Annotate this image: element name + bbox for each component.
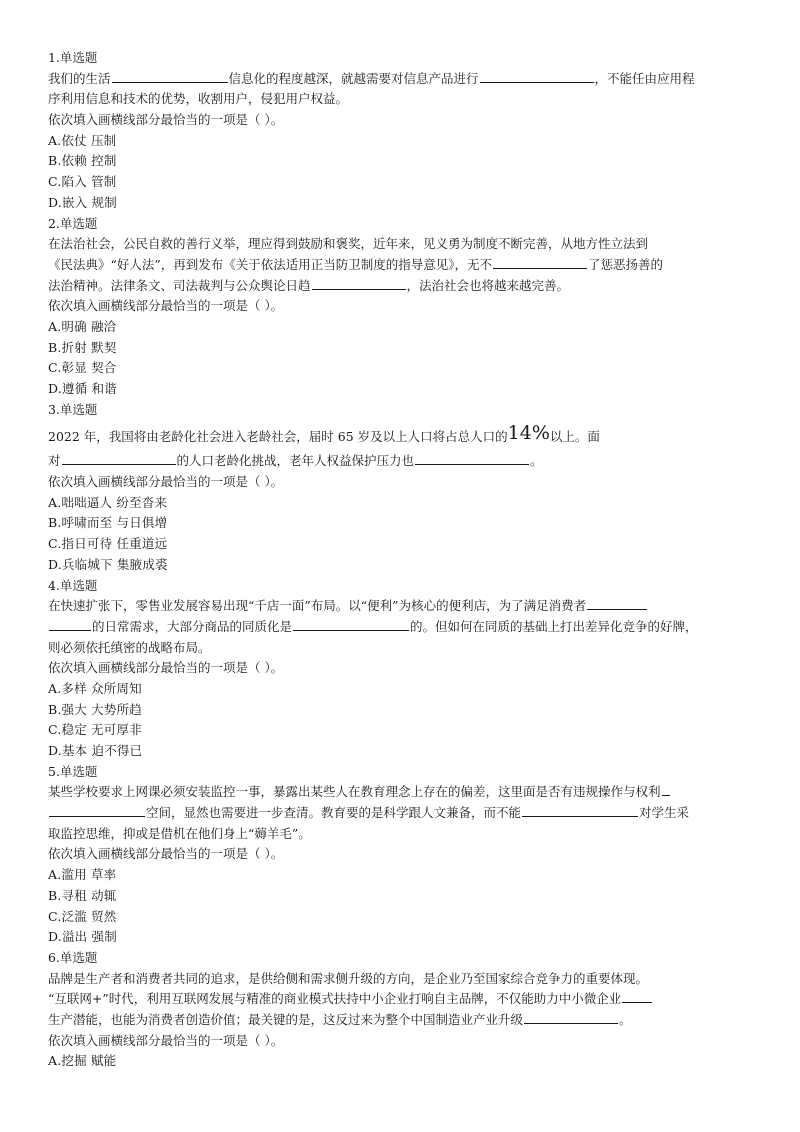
answer-blank bbox=[622, 991, 652, 1003]
question-number: 5.单选题 bbox=[48, 763, 98, 779]
question-number: 1.单选题 bbox=[48, 50, 98, 65]
answer-blank bbox=[524, 1012, 618, 1024]
question-stem-line: 《民法典》“好人法”，再到发布《关于依法适用正当防卫制度的指导意见》，无不 了惩恶扬善的 bbox=[48, 256, 664, 272]
question-stem-line: 对 的人口老龄化挑战，老年人权益保护压力也 。 bbox=[48, 453, 543, 469]
option-a[interactable]: A.多样 众所周知 bbox=[48, 680, 142, 696]
percent-value: 14% bbox=[507, 422, 550, 445]
answer-blank bbox=[587, 598, 647, 610]
option-c[interactable]: C.稳定 无可厚非 bbox=[48, 722, 142, 738]
option-a[interactable]: A.咄咄逼人 纷至沓来 bbox=[48, 494, 168, 510]
question-number: 4.单选题 bbox=[48, 577, 98, 593]
answer-blank bbox=[480, 71, 594, 83]
question-stem-line: 生产潜能，也能为消费者创造价值；最关键的是，这反过来为整个中国制造业产业升级 。 bbox=[48, 1011, 632, 1027]
option-c[interactable]: C.彰显 契合 bbox=[48, 360, 117, 376]
option-b[interactable]: B.依赖 控制 bbox=[48, 153, 117, 169]
option-d[interactable]: D.遵循 和谐 bbox=[48, 381, 117, 396]
option-d[interactable]: D.基本 迫不得已 bbox=[48, 743, 143, 758]
option-d[interactable]: D.兵临城下 集腋成裘 bbox=[48, 556, 168, 572]
question-stem-line: 的日常需求，大部分商品的同质化是 的。但如何在同质的基础上打出差异化竞争的好牌， bbox=[48, 617, 754, 638]
answer-blank bbox=[112, 71, 228, 83]
answer-blank bbox=[62, 453, 176, 465]
answer-blank bbox=[312, 278, 406, 290]
question-stem-line: 在法治社会，公民自救的善行义举，理应得到鼓励和褒奖，近年来，见义勇为制度不断完善，从地方性立法到 bbox=[48, 236, 649, 252]
answer-blank bbox=[293, 619, 409, 631]
answer-blank bbox=[522, 805, 638, 817]
question-prompt: 依次填入画横线部分最恰当的一项是（ ）。 bbox=[48, 112, 284, 128]
question-stem-line: 空间，显然也需要进一步查清。教育要的是科学跟人文兼备，而不能 对学生采 bbox=[48, 803, 754, 824]
question-stem-line: 取监控思维，抑或是借机在他们身上“薅羊毛”。 bbox=[48, 825, 311, 841]
answer-blank bbox=[493, 257, 587, 269]
question-prompt: 依次填入画横线部分最恰当的一项是（ ）。 bbox=[48, 660, 284, 676]
question-prompt: 依次填入画横线部分最恰当的一项是（ ）。 bbox=[48, 298, 284, 314]
answer-blank bbox=[662, 784, 670, 796]
answer-blank bbox=[415, 453, 529, 465]
question-prompt: 依次填入画横线部分最恰当的一项是（ ）。 bbox=[48, 1032, 284, 1048]
option-b[interactable]: B.强大 大势所趋 bbox=[48, 701, 142, 717]
question-stem-line: 法治精神。法律条文、司法裁判与公众舆论日趋 ，法治社会也将越来越完善。 bbox=[48, 277, 570, 293]
question-prompt: 依次填入画横线部分最恰当的一项是（ ）。 bbox=[48, 846, 284, 862]
question-stem-line: 某些学校要求上网课必须安装监控一事，暴露出某些人在教育理念上存在的偏差，这里面是否有违规操作与权利 bbox=[48, 782, 754, 803]
option-d[interactable]: D.溢出 强制 bbox=[48, 929, 117, 945]
option-b[interactable]: B.寻租 动辄 bbox=[48, 887, 117, 903]
option-b[interactable]: B.呼啸而至 与日俱增 bbox=[48, 515, 168, 531]
answer-blank bbox=[49, 805, 145, 817]
option-d[interactable]: D.嵌入 规制 bbox=[48, 194, 117, 210]
question-number: 6.单选题 bbox=[48, 949, 98, 965]
question-stem-line: 我们的生活 信息化的程度越深，就越需要对信息产品进行 ，不能任由应用程 bbox=[48, 70, 695, 86]
question-stem-line: 2022 年，我国将由老龄化社会进入老龄社会，届时 65 岁及以上人口将占总人口的14%以上。面 bbox=[48, 422, 600, 445]
option-c[interactable]: C.泛滥 贸然 bbox=[48, 908, 117, 924]
option-a[interactable]: A.明确 融洽 bbox=[48, 318, 117, 334]
question-stem-line: 则必须依托缜密的战略布局。 bbox=[48, 639, 211, 655]
option-b[interactable]: B.折射 默契 bbox=[48, 339, 117, 355]
option-a[interactable]: A.依仗 压制 bbox=[48, 132, 117, 148]
question-stem-line: “互联网+”时代，利用互联网发展与精准的商业模式扶持中小企业打响自主品牌，不仅能助力中小微企业 bbox=[48, 989, 754, 1010]
document-page bbox=[48, 48, 754, 1072]
question-number: 2.单选题 bbox=[48, 215, 98, 231]
question-prompt: 依次填入画横线部分最恰当的一项是（ ）。 bbox=[48, 474, 284, 490]
question-stem-line: 序利用信息和技术的优势，收割用户，侵犯用户权益。 bbox=[48, 91, 349, 107]
question-stem-line: 在快速扩张下，零售业发展容易出现“千店一面”布局。以“便利”为核心的便利店，为了满足消费者 bbox=[48, 596, 754, 617]
option-a[interactable]: A.滥用 草率 bbox=[48, 867, 117, 883]
option-a[interactable]: A.挖掘 赋能 bbox=[48, 1053, 117, 1069]
option-c[interactable]: C.指日可待 任重道远 bbox=[48, 536, 168, 552]
question-number: 3.单选题 bbox=[48, 401, 98, 417]
option-c[interactable]: C.陷入 管制 bbox=[48, 174, 117, 190]
question-stem-line: 品牌是生产者和消费者共同的追求，是供给侧和需求侧升级的方向，是企业乃至国家综合竞争力的重要体现。 bbox=[48, 970, 649, 986]
answer-blank bbox=[49, 619, 91, 631]
